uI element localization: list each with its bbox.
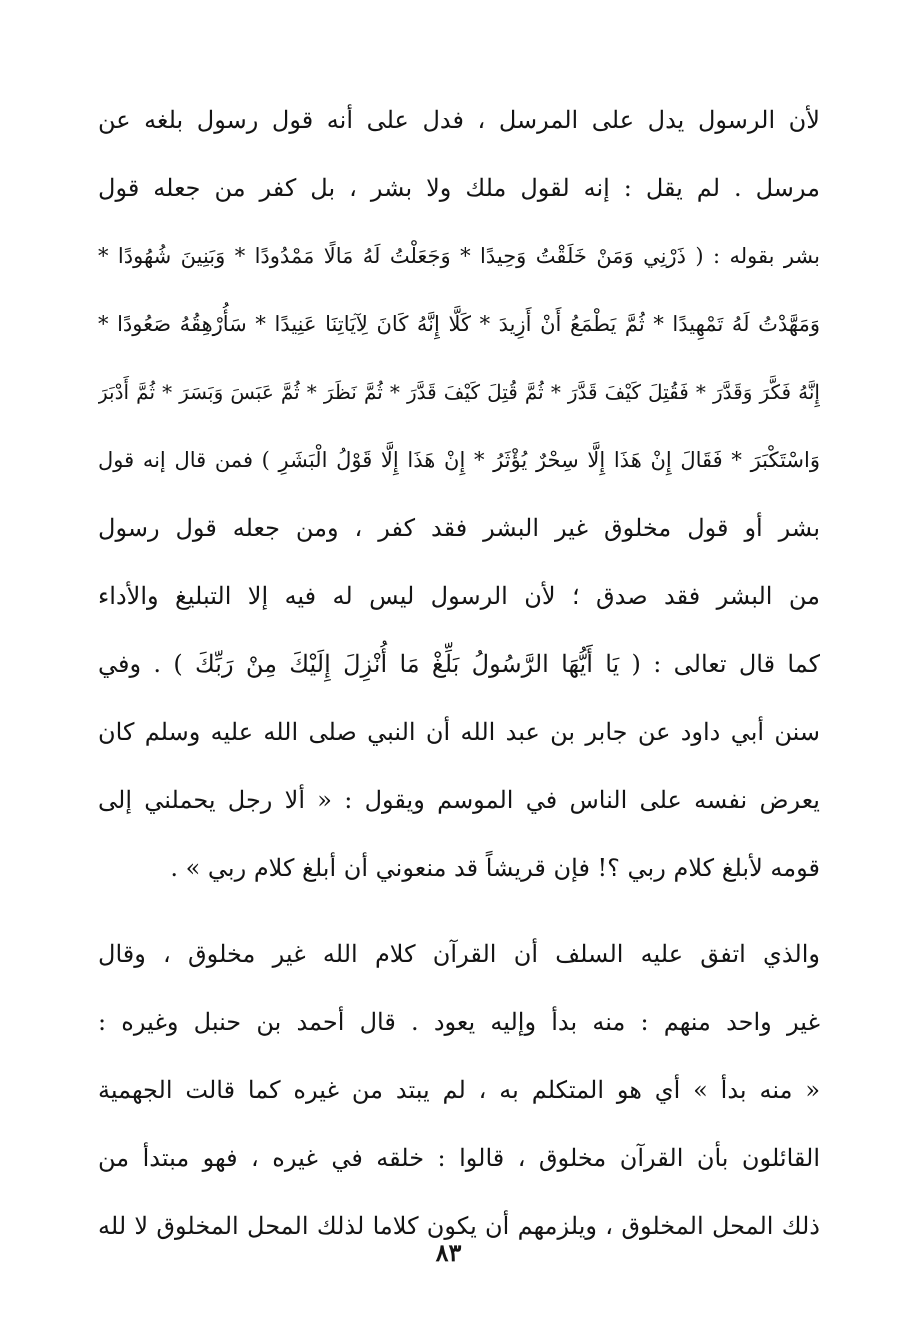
text-line: مرسل . لم يقل : إنه لقول ملك ولا بشر ، بل كفر من جعله قول bbox=[98, 174, 820, 202]
text-line: بشر أو قول مخلوق غير البشر فقد كفر ، ومن جعله قول رسول bbox=[98, 514, 820, 542]
text-line: غير واحد منهم : منه بدأ وإليه يعود . قال أحمد بن حنبل وغيره : bbox=[98, 1008, 820, 1036]
text-line: ذلك المحل المخلوق ، ويلزمهم أن يكون كلاما لذلك المحل المخلوق لا لله bbox=[98, 1212, 820, 1240]
quran-verse-line: كما قال تعالى : ( يَا أَيُّهَا الرَّسُولُ بَلِّغْ مَا أُنْزِلَ إِلَيْكَ مِنْ رَبِّكَ ) . وفي bbox=[98, 650, 820, 678]
top-paragraph bbox=[98, 86, 820, 902]
quran-verse-line: وَمَهَّدْتُ لَهُ تَمْهِيدًا * ثُمَّ يَطْمَعُ أَنْ أَزِيدَ * كَلَّا إِنَّهُ كَانَ لِآيَاتِنَا عَنِيدًا * سَأُرْهِقُهُ صَعُودًا * bbox=[98, 312, 820, 336]
text-line: لأن الرسول يدل على المرسل ، فدل على أنه قول رسول بلغه عن bbox=[98, 106, 820, 134]
text-line: والذي اتفق عليه السلف أن القرآن كلام الله غير مخلوق ، وقال bbox=[98, 940, 820, 968]
text-line: يعرض نفسه على الناس في الموسم ويقول : « ألا رجل يحملني إلى bbox=[98, 786, 820, 814]
text-line: سنن أبي داود عن جابر بن عبد الله أن النبي صلى الله عليه وسلم كان bbox=[98, 718, 820, 746]
quran-verse-line: إِنَّهُ فَكَّرَ وَقَدَّرَ * فَقُتِلَ كَيْفَ قَدَّرَ * ثُمَّ قُتِلَ كَيْفَ قَدَّرَ * ثُمَّ نَظَرَ * ثُمَّ عَبَسَ وَبَسَرَ * ثُمَّ أَدْبَرَ bbox=[98, 380, 820, 404]
text-line: القائلون بأن القرآن مخلوق ، قالوا : خلقه في غيره ، فهو مبتدأ من bbox=[98, 1144, 820, 1172]
text-line: من البشر فقد صدق ؛ لأن الرسول ليس له فيه إلا التبليغ والأداء bbox=[98, 582, 820, 610]
quran-verse-line: بشر بقوله : ( ذَرْنِي وَمَنْ خَلَقْتُ وَحِيدًا * وَجَعَلْتُ لَهُ مَالًا مَمْدُودًا * وَبَنِينَ شُهُودًا * bbox=[98, 244, 820, 268]
page-number: ٨٣ bbox=[435, 1238, 462, 1267]
quran-verse-line: وَاسْتَكْبَرَ * فَقَالَ إِنْ هَذَا إِلَّا سِحْرٌ يُؤْثَرُ * إِنْ هَذَا إِلَّا قَوْلُ الْبَشَرِ ) فمن قال إنه قول bbox=[98, 448, 820, 472]
bottom-paragraph bbox=[98, 920, 820, 1260]
text-line: « منه بدأ » أي هو المتكلم به ، لم يبتد من غيره كما قالت الجهمية bbox=[98, 1076, 820, 1104]
text-line: قومه لأبلغ كلام ربي ؟! فإن قريشاً قد منعوني أن أبلغ كلام ربي » . bbox=[170, 854, 820, 882]
